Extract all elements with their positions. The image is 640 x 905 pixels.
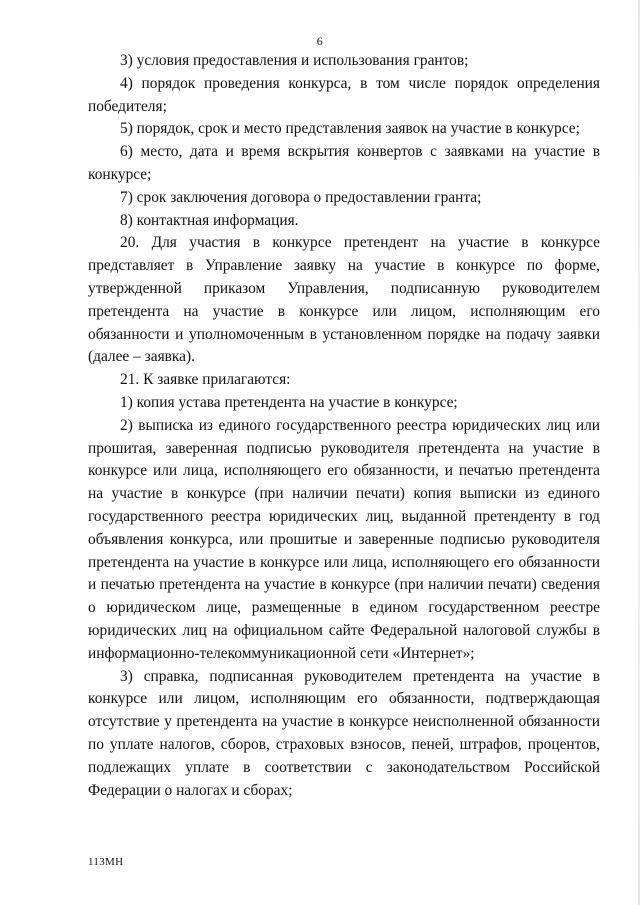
paragraph-attachment-2: 2) выписка из единого государственного реестра юридических лиц или прошитая, заверенная подписью руководителя претендента на участие в конкурсе или лица, исполняющего его обязанности, и печатью претендента на участие в конкурсе (при наличии печати) копия выписки из единого государственного реестра юридических лиц, выданной претенденту в год объявления конкурса, или прошитые и заверенные подписью руководителя претендента на участие в конкурсе или лица, исполняющего его обязанности и печатью претендента на участие в конкурсе (при наличии печати) сведения о юридическом лице, размещенные в едином государственном реестре юридических лиц на официальном сайте Федеральной налоговой службы в информационно-телекоммуникационной сети «Интернет»; xyxy=(88,416,600,662)
paragraph-attachment-1: 1) копия устава претендента на участие в конкурсе; xyxy=(120,393,458,411)
paragraph-item-3: 3) условия предоставления и использования грантов; xyxy=(120,52,469,69)
paragraph-clause-20: 20. Для участия в конкурсе претендент на участие в конкурсе представляет в Управление заявку на участие в конкурсе по форме, утвержденной приказом Управления, подписанную руководителем претендента на участие в конкурсе или лицом, исполняющим его обязанности и уполномоченным в установленном порядке на подачу заявки (далее – заявка). xyxy=(88,234,600,366)
page-number: 6 xyxy=(316,34,324,48)
document-code: 113МН xyxy=(88,856,124,868)
paragraph-attachment-3: 3) справка, подписанная руководителем претендента на участие в конкурсе или лицом, исполняющим его обязанности, подтверждающая отсутствие у претендента на участие в конкурсе неисполненной обязанности по уплате налогов, сборов, страховых взносов, пеней, штрафов, процентов, подлежащих уплате в соответствии с законодательством Российской Федерации о налогах и сборах; xyxy=(88,667,600,799)
paragraph-clause-21: 21. К заявке прилагаются: xyxy=(120,371,291,389)
document-body xyxy=(88,50,600,802)
paragraph-item-6: 6) место, дата и время вскрытия конвертов с заявками на участие в конкурсе; xyxy=(88,143,600,183)
paragraph-item-8: 8) контактная информация. xyxy=(120,211,299,229)
paragraph-item-4: 4) порядок проведения конкурса, в том числе порядок определения победителя; xyxy=(88,74,600,115)
paragraph-item-7: 7) срок заключения договора о предоставлении гранта; xyxy=(120,188,482,206)
paragraph-item-5: 5) порядок, срок и место представления заявок на участие в конкурсе; xyxy=(120,120,580,138)
